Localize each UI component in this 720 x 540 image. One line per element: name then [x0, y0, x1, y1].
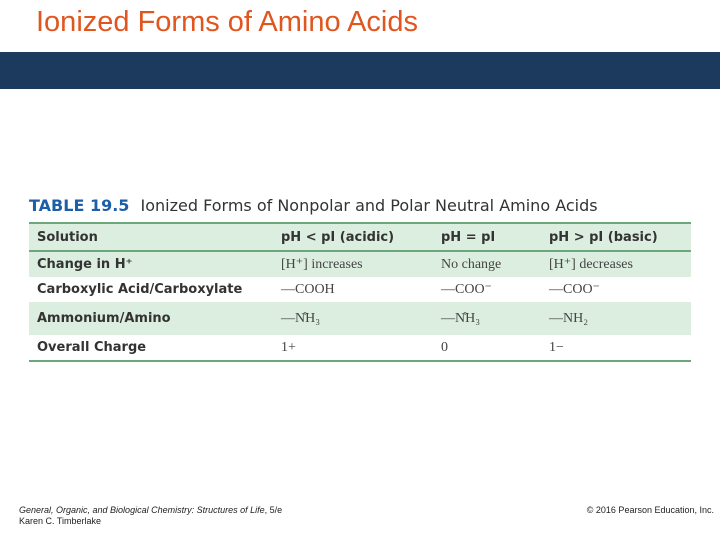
cell-neutral: No change	[433, 251, 541, 277]
footer-citation	[19, 505, 282, 527]
header-basic: pH > pI (basic)	[541, 223, 691, 251]
table-caption-text: Ionized Forms of Nonpolar and Polar Neutral Amino Acids	[140, 196, 598, 215]
cell-acidic: —N̊H₃	[273, 302, 433, 335]
cell-basic: —NH₂	[541, 302, 691, 335]
row-label: Change in H⁺	[29, 251, 273, 277]
slide-title: Ionized Forms of Amino Acids	[36, 6, 418, 38]
table-row	[29, 302, 691, 335]
footer-book-title: General, Organic, and Biological Chemistry: Structures of Life	[19, 505, 265, 515]
table-caption	[29, 196, 691, 222]
cell-acidic: 1+	[273, 335, 433, 361]
cell-basic: [H⁺] decreases	[541, 251, 691, 277]
cell-basic: —COO⁻	[549, 282, 600, 297]
table-row	[29, 335, 691, 361]
data-table	[29, 222, 691, 362]
table-number: TABLE 19.5	[29, 196, 130, 215]
cell-acidic: —COOH	[281, 281, 335, 297]
amino-acid-table	[29, 196, 691, 362]
row-label: Ammonium/Amino	[29, 302, 273, 335]
cell-neutral: —COO⁻	[441, 282, 492, 297]
header-neutral: pH = pI	[433, 223, 541, 251]
header-acidic: pH < pI (acidic)	[273, 223, 433, 251]
cell-neutral: 0	[433, 335, 541, 361]
cell-acidic: [H⁺] increases	[273, 251, 433, 277]
cell-neutral: —N̊H₃	[433, 302, 541, 335]
header-solution: Solution	[29, 223, 273, 251]
title-bar	[0, 52, 720, 89]
footer-author: Karen C. Timberlake	[19, 516, 102, 526]
row-label: Carboxylic Acid/Carboxylate	[37, 282, 243, 297]
table-row	[29, 251, 691, 277]
table-header-row	[29, 223, 691, 251]
footer-copyright: © 2016 Pearson Education, Inc.	[586, 505, 714, 515]
table-row	[29, 277, 691, 302]
footer-edition: , 5/e	[264, 505, 283, 515]
cell-basic: 1−	[541, 335, 691, 361]
row-label: Overall Charge	[29, 335, 273, 361]
